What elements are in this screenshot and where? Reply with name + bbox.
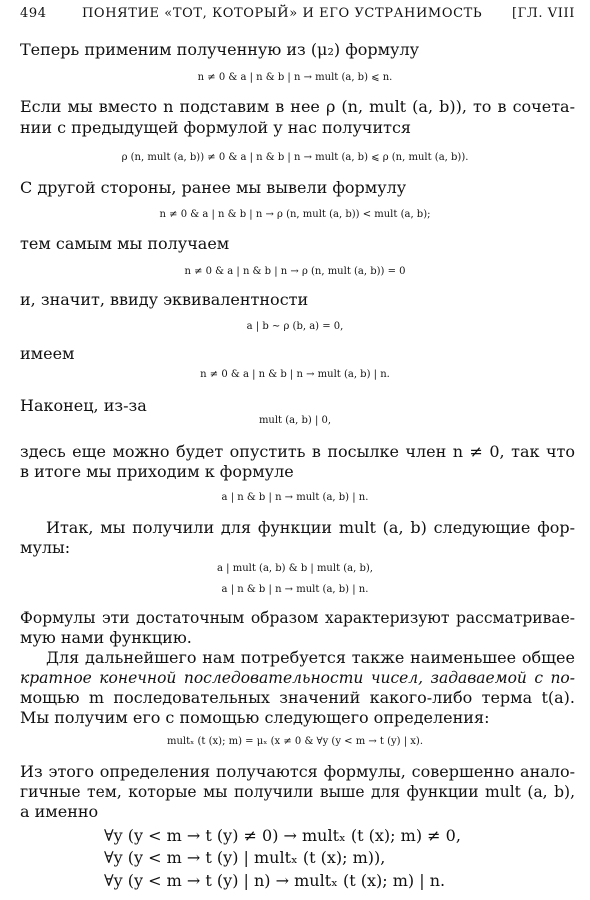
text-line: гичные тем, которые мы получили выше для функции mult (a, b), — [20, 783, 575, 801]
text-line: Теперь применим полученную из (μ₂) формулу — [20, 40, 420, 59]
text-line: Для дальнейшего нам потребуется также наименьшее общее — [46, 648, 575, 667]
page-number: 494 — [20, 6, 47, 21]
text-line: нии с предыдущей формулой у нас получится — [20, 118, 412, 137]
text-line: Из этого определения получаются формулы, совершенно анало- — [20, 762, 575, 781]
text-line: мощью m последовательных значений какого-либо терма t(a). — [20, 688, 575, 707]
text-line: С другой стороны, ранее мы вывели формулу — [20, 178, 407, 197]
text-line: здесь еще можно будет опустить в посылке член n ≠ 0, так что — [20, 442, 575, 461]
formula-line: ∀y (y < m → t (y) | n) → multₓ (t (x); m) | n. — [104, 871, 446, 890]
formula-line: ρ (n, mult (a, b)) ≠ 0 & a | n & b | n → mult (a, b) ⩽ ρ (n, mult (a, b)). — [121, 152, 469, 163]
text-line: имеем — [20, 344, 75, 363]
formula-line: multₓ (t (x); m) = μₓ (x ≠ 0 & ∀y (y < m → t (y) | x). — [166, 736, 424, 747]
running-header — [20, 6, 575, 28]
formula-line: ∀y (y < m → t (y) ≠ 0) → multₓ (t (x); m) ≠ 0, — [104, 826, 461, 845]
formula-line: a | n & b | n → mult (a, b) | n. — [221, 492, 369, 503]
text-line: в итоге мы приходим к формуле — [20, 462, 294, 481]
text-line: Если мы вместо n подставим в нее ρ (n, mult (a, b)), то в сочета- — [20, 97, 575, 116]
formula-line: a | b ∼ ρ (b, a) = 0, — [246, 321, 344, 332]
formula-line: a | n & b | n → mult (a, b) | n. — [221, 584, 369, 595]
formula-line: a | mult (a, b) & b | mult (a, b), — [217, 563, 373, 574]
text-line: мулы: — [20, 538, 71, 557]
text-line: а именно — [20, 802, 99, 821]
text-line: Формулы эти достаточным образом характеризуют рассматривае- — [20, 609, 575, 627]
formula-line: n ≠ 0 & a | n & b | n → ρ (n, mult (a, b)) = 0 — [184, 266, 406, 277]
text-line: и, значит, ввиду эквивалентности — [20, 290, 309, 309]
formula-line: n ≠ 0 & a | n & b | n → ρ (n, mult (a, b)) < mult (a, b); — [159, 209, 431, 220]
text-line: мую нами функцию. — [20, 628, 192, 647]
text-line: тем самым мы получаем — [20, 234, 230, 253]
running-title: ПОНЯТИЕ «ТОТ, КОТОРЫЙ» И ЕГО УСТРАНИМОСТЬ — [82, 6, 483, 21]
formula-line: n ≠ 0 & a | n & b | n → mult (a, b) | n. — [200, 369, 390, 380]
text-line-italic: кратное конечной последовательности чисел, задаваемой с по- — [20, 669, 575, 687]
text-line: Наконец, из-за — [20, 396, 147, 415]
text-line: Мы получим его с помощью следующего определения: — [20, 708, 490, 727]
formula-line: n ≠ 0 & a | n & b | n → mult (a, b) ⩽ n. — [197, 72, 393, 83]
formula-line: mult (a, b) | 0, — [258, 415, 332, 426]
formula-line: ∀y (y < m → t (y) | multₓ (t (x); m)), — [104, 848, 386, 867]
chapter-label: [ГЛ. VIII — [512, 6, 575, 21]
text-line: Итак, мы получили для функции mult (a, b) следующие фор- — [46, 518, 575, 537]
